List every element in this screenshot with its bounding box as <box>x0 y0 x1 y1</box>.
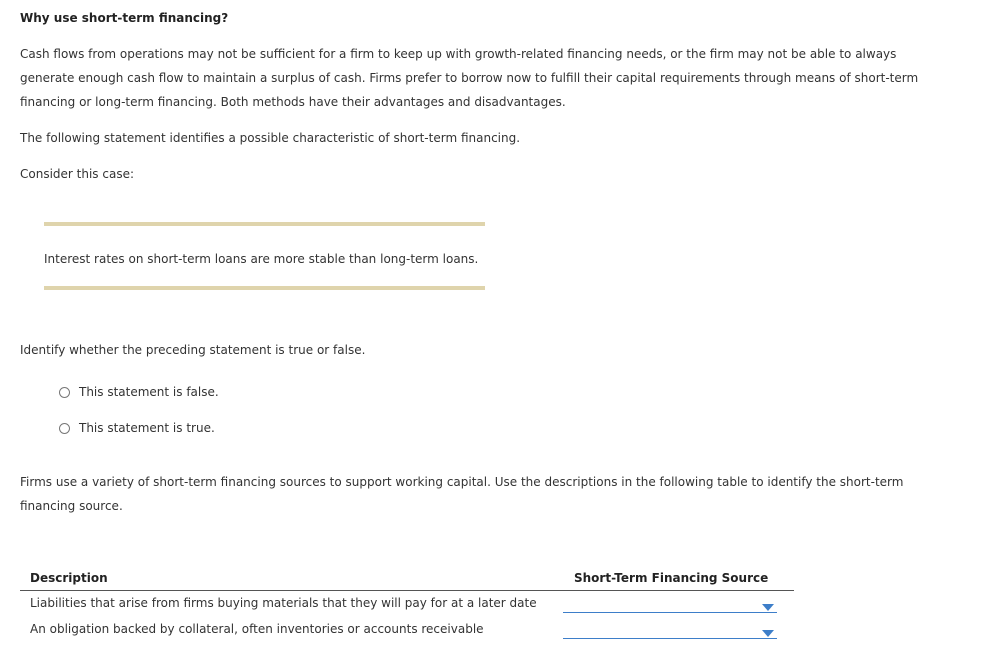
dropdown-arrow-icon <box>762 630 774 637</box>
statement-intro: The following statement identifies a possible characteristic of short-term financing. <box>20 131 521 145</box>
dropdown-arrow-icon <box>762 604 774 611</box>
header-source: Short-Term Financing Source <box>574 571 769 585</box>
header-description: Description <box>30 571 108 585</box>
intro-line-3: financing or long-term financing. Both methods have their advantages and disadvantages. <box>20 95 566 109</box>
source-dropdown-1[interactable] <box>563 596 777 613</box>
option-false-label: This statement is false. <box>79 385 219 399</box>
radio-button-true[interactable] <box>59 423 70 434</box>
intro-line-2: generate enough cash flow to maintain a surplus of cash. Firms prefer to borrow now to fulfill their capital requirements through means of short-term <box>20 71 919 85</box>
option-true[interactable] <box>59 420 215 436</box>
table-intro-line-1: Firms use a variety of short-term financing sources to support working capital. Use the descriptions in the following table to identify the short-term <box>20 475 904 489</box>
intro-line-1: Cash flows from operations may not be sufficient for a firm to keep up with growth-related financing needs, or the firm may not be able to always <box>20 47 897 61</box>
case-statement-box <box>44 222 485 290</box>
source-dropdown-2[interactable] <box>563 622 777 639</box>
table-header <box>20 569 794 591</box>
radio-button-false[interactable] <box>59 387 70 398</box>
table-intro-line-2: financing source. <box>20 499 123 513</box>
option-true-label: This statement is true. <box>79 421 215 435</box>
table-row-1-description: Liabilities that arise from firms buying materials that they will pay for at a later date <box>30 596 537 610</box>
consider-label: Consider this case: <box>20 167 134 181</box>
case-statement-text: Interest rates on short-term loans are more stable than long-term loans. <box>44 252 479 266</box>
page-title: Why use short-term financing? <box>20 11 229 25</box>
question-text: Identify whether the preceding statement is true or false. <box>20 343 366 357</box>
table-row-2-description: An obligation backed by collateral, often inventories or accounts receivable <box>30 622 484 636</box>
option-false[interactable] <box>59 384 219 400</box>
